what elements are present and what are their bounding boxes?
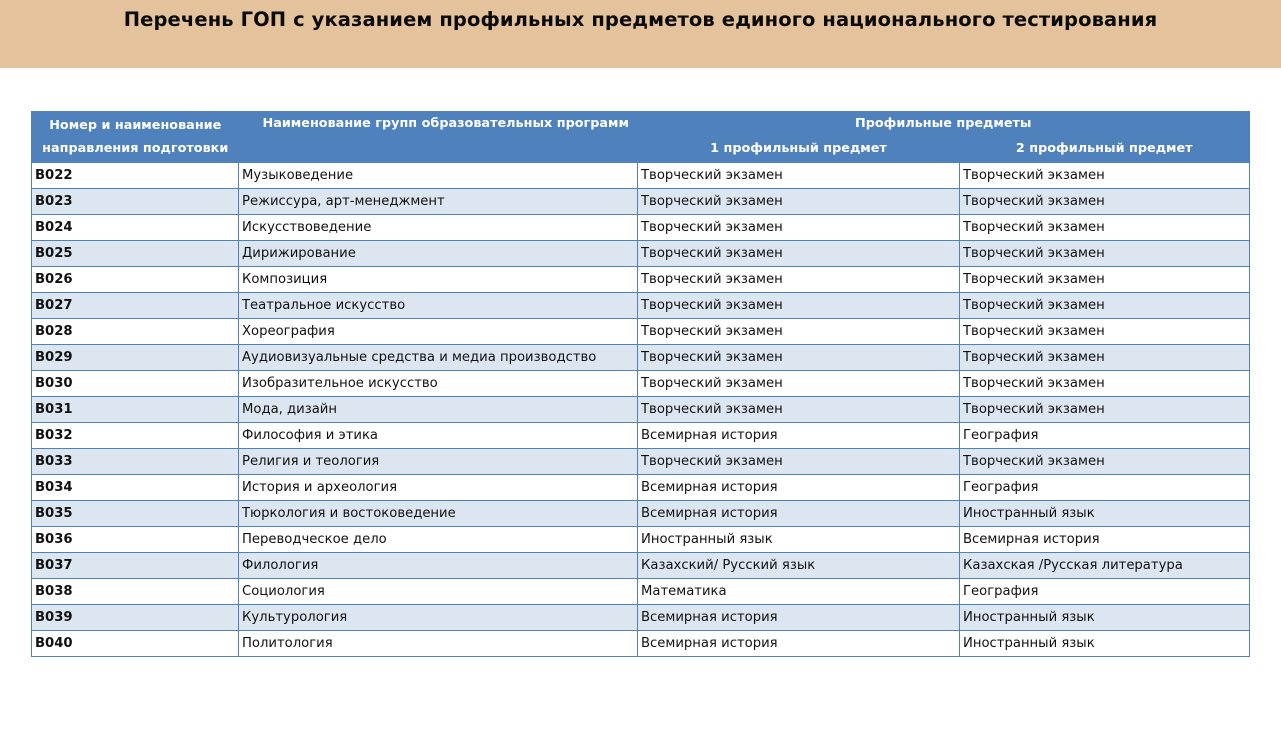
table-row — [32, 345, 1250, 371]
cell-code: B037 — [32, 553, 239, 579]
cell-program-name: Театральное искусство — [239, 293, 638, 319]
cell-program-name: Социология — [239, 579, 638, 605]
cell-code: B033 — [32, 449, 239, 475]
table-row — [32, 215, 1250, 241]
cell-code: B028 — [32, 319, 239, 345]
cell-subject-2: Творческий экзамен — [960, 267, 1250, 293]
table-row — [32, 267, 1250, 293]
cell-subject-2: Творческий экзамен — [960, 293, 1250, 319]
cell-subject-2: География — [960, 475, 1250, 501]
cell-subject-1: Всемирная история — [638, 501, 960, 527]
cell-subject-1: Всемирная история — [638, 631, 960, 657]
cell-subject-1: Творческий экзамен — [638, 397, 960, 423]
cell-code: B039 — [32, 605, 239, 631]
cell-subject-1: Математика — [638, 579, 960, 605]
cell-subject-1: Творческий экзамен — [638, 267, 960, 293]
cell-program-name: Мода, дизайн — [239, 397, 638, 423]
table-row — [32, 371, 1250, 397]
cell-program-name: Композиция — [239, 267, 638, 293]
cell-code: B024 — [32, 215, 239, 241]
cell-program-name: Тюркология и востоковедение — [239, 501, 638, 527]
cell-subject-1: Казахский/ Русский язык — [638, 553, 960, 579]
cell-code: B038 — [32, 579, 239, 605]
table-row — [32, 631, 1250, 657]
cell-program-name: Музыковедение — [239, 163, 638, 189]
table-row — [32, 293, 1250, 319]
table-header — [32, 112, 1250, 163]
cell-code: B030 — [32, 371, 239, 397]
cell-subject-1: Творческий экзамен — [638, 163, 960, 189]
cell-subject-2: Творческий экзамен — [960, 319, 1250, 345]
cell-code: B023 — [32, 189, 239, 215]
cell-program-name: Переводческое дело — [239, 527, 638, 553]
cell-code: B025 — [32, 241, 239, 267]
cell-code: B036 — [32, 527, 239, 553]
cell-program-name: История и археология — [239, 475, 638, 501]
cell-code: B034 — [32, 475, 239, 501]
cell-subject-2: Казахская /Русская литература — [960, 553, 1250, 579]
cell-subject-2: География — [960, 423, 1250, 449]
cell-program-name: Изобразительное искусство — [239, 371, 638, 397]
cell-subject-1: Всемирная история — [638, 475, 960, 501]
cell-code: B032 — [32, 423, 239, 449]
cell-subject-1: Иностранный язык — [638, 527, 960, 553]
cell-program-name: Культурология — [239, 605, 638, 631]
header-code: Номер и наименование направления подготовки — [32, 112, 239, 163]
cell-program-name: Хореография — [239, 319, 638, 345]
table-row — [32, 553, 1250, 579]
cell-subject-1: Творческий экзамен — [638, 319, 960, 345]
table-body — [32, 163, 1250, 657]
cell-subject-2: Творческий экзамен — [960, 189, 1250, 215]
cell-subject-2: Творческий экзамен — [960, 163, 1250, 189]
header-program-name: Наименование групп образовательных программ — [239, 112, 638, 163]
table-row — [32, 449, 1250, 475]
header-subject-1: 1 профильный предмет — [638, 137, 960, 163]
table-row — [32, 475, 1250, 501]
cell-program-name: Филология — [239, 553, 638, 579]
cell-code: B027 — [32, 293, 239, 319]
table-row — [32, 501, 1250, 527]
cell-code: B031 — [32, 397, 239, 423]
cell-subject-1: Творческий экзамен — [638, 345, 960, 371]
cell-program-name: Дирижирование — [239, 241, 638, 267]
cell-subject-2: Иностранный язык — [960, 605, 1250, 631]
table-row — [32, 163, 1250, 189]
cell-subject-2: Иностранный язык — [960, 631, 1250, 657]
cell-program-name: Режиссура, арт-менеджмент — [239, 189, 638, 215]
cell-code: B029 — [32, 345, 239, 371]
cell-subject-1: Творческий экзамен — [638, 241, 960, 267]
cell-subject-2: Всемирная история — [960, 527, 1250, 553]
cell-program-name: Философия и этика — [239, 423, 638, 449]
header-profile-subjects: Профильные предметы — [638, 112, 1250, 138]
cell-program-name: Политология — [239, 631, 638, 657]
cell-code: B035 — [32, 501, 239, 527]
table-row — [32, 579, 1250, 605]
cell-subject-1: Творческий экзамен — [638, 189, 960, 215]
cell-subject-1: Творческий экзамен — [638, 215, 960, 241]
cell-subject-1: Всемирная история — [638, 605, 960, 631]
cell-program-name: Аудиовизуальные средства и медиа производство — [239, 345, 638, 371]
header-subject-2: 2 профильный предмет — [960, 137, 1250, 163]
table-row — [32, 189, 1250, 215]
table-row — [32, 319, 1250, 345]
cell-subject-2: Творческий экзамен — [960, 449, 1250, 475]
cell-program-name: Искусствоведение — [239, 215, 638, 241]
title-banner — [0, 0, 1281, 68]
cell-subject-1: Творческий экзамен — [638, 449, 960, 475]
gop-table — [31, 111, 1250, 657]
cell-subject-2: Творческий экзамен — [960, 397, 1250, 423]
cell-subject-2: Творческий экзамен — [960, 241, 1250, 267]
cell-code: B022 — [32, 163, 239, 189]
cell-subject-2: Творческий экзамен — [960, 371, 1250, 397]
cell-program-name: Религия и теология — [239, 449, 638, 475]
table-row — [32, 423, 1250, 449]
table-row — [32, 605, 1250, 631]
cell-subject-1: Всемирная история — [638, 423, 960, 449]
table-row — [32, 241, 1250, 267]
cell-code: B026 — [32, 267, 239, 293]
page-title: Перечень ГОП с указанием профильных предметов единого национального тестирования — [123, 8, 1158, 31]
cell-subject-1: Творческий экзамен — [638, 371, 960, 397]
cell-subject-1: Творческий экзамен — [638, 293, 960, 319]
table-row — [32, 527, 1250, 553]
cell-code: B040 — [32, 631, 239, 657]
cell-subject-2: Иностранный язык — [960, 501, 1250, 527]
cell-subject-2: География — [960, 579, 1250, 605]
table-row — [32, 397, 1250, 423]
cell-subject-2: Творческий экзамен — [960, 215, 1250, 241]
cell-subject-2: Творческий экзамен — [960, 345, 1250, 371]
